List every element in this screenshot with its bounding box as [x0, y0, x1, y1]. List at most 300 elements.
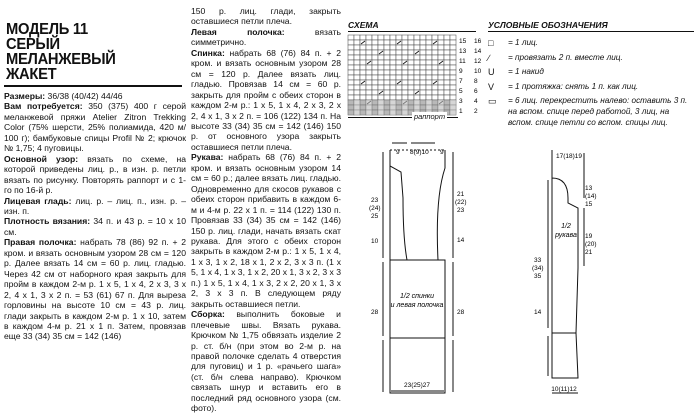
chart-cell	[432, 45, 438, 50]
row-number: 9	[459, 68, 463, 75]
dim-label: 9	[396, 149, 400, 156]
row-number: 15	[459, 38, 467, 45]
row-number: 7	[459, 78, 463, 85]
pattern-label: 1/2 рукава	[555, 223, 577, 239]
chart-cell	[348, 85, 354, 90]
chart-cell	[348, 80, 354, 85]
chart-grid	[348, 35, 456, 115]
chart-cell	[378, 40, 384, 45]
chart-cell	[408, 65, 414, 70]
chart-cell	[408, 70, 414, 75]
row-number: 10	[474, 68, 482, 75]
chart-cell	[438, 40, 444, 45]
chart-cell	[444, 55, 450, 60]
chart-cell	[384, 40, 390, 45]
chart-cell	[402, 70, 408, 75]
chart-cell	[414, 95, 420, 100]
paragraph-label: Спинка:	[191, 47, 225, 58]
paragraph-label: Левая полочка:	[191, 26, 285, 37]
chart-cell	[438, 90, 444, 95]
chart-cell	[438, 55, 444, 60]
legend-item	[488, 38, 694, 49]
paragraph-body: набрать 68 (76) 84 п. + 2 кром. и вязать основным узором 28 см = 120 р. Далее вязать лиц. гладью. Провязав 14 см = 60 р. закрыть для пройм с обеих сторон в каждом 2-м р.: 1 х 5, 1 х 4, 2 х 3, 2 х 2, 4 х 1, 3 х 2 п. = 106 (122) 134 п. На высоте 33 (34) 35 см = 142 (146) 150 р. от основного узора закрыть оставшиеся петли плеча.	[191, 47, 341, 152]
chart-cell	[384, 35, 390, 40]
paragraph-body: 36/38 (40/42) 44/46	[45, 91, 123, 101]
chart-cell	[354, 95, 360, 100]
chart-cell	[372, 75, 378, 80]
chart-cell	[414, 65, 420, 70]
chart-cell	[348, 75, 354, 80]
chart-cell	[402, 45, 408, 50]
title-line: ЖАКЕТ	[6, 66, 57, 83]
chart-cell	[360, 85, 366, 90]
dim-label: 23 (24) 25	[369, 197, 381, 220]
chart-cell	[414, 45, 420, 50]
chart-cell	[450, 70, 456, 75]
chart-cell	[420, 90, 426, 95]
chart-cell	[396, 55, 402, 60]
chart-cell	[360, 75, 366, 80]
chart-cell	[384, 65, 390, 70]
chart-cell	[360, 55, 366, 60]
chart-cell	[372, 50, 378, 55]
chart-cell	[438, 45, 444, 50]
dim-label: 13 (14) 15	[585, 185, 597, 208]
paragraph-label: Сборка:	[191, 309, 225, 320]
chart-cell	[426, 90, 432, 95]
chart-cell	[426, 75, 432, 80]
legend-text: = 1 накид	[508, 67, 544, 77]
chart-cell	[444, 95, 450, 100]
chart-cell	[402, 40, 408, 45]
chart-cell	[408, 40, 414, 45]
row-number: 14	[474, 48, 482, 55]
chart-cell	[384, 80, 390, 85]
chart-cell	[390, 45, 396, 50]
chart-cell	[354, 90, 360, 95]
chart-cell	[414, 80, 420, 85]
chart-cell	[396, 35, 402, 40]
dim-label: 21 (22) 23	[455, 191, 467, 214]
chart-cell	[378, 75, 384, 80]
chart-cell	[432, 55, 438, 60]
chart-cell	[414, 40, 420, 45]
chart-cell	[444, 75, 450, 80]
sleeve-pattern	[510, 138, 610, 400]
chart-cell	[450, 60, 456, 65]
dim-label: 10(11)12	[551, 386, 577, 393]
chart-cell	[438, 50, 444, 55]
chart-cell	[366, 45, 372, 50]
chart-cell	[420, 45, 426, 50]
chart-cell	[438, 80, 444, 85]
row-number: 2	[474, 108, 478, 115]
legend	[488, 38, 694, 128]
paragraph-label: Основной узор:	[4, 153, 79, 164]
chart-cell	[372, 55, 378, 60]
chart-cell	[396, 95, 402, 100]
chart-cell	[366, 75, 372, 80]
chart-cell	[366, 55, 372, 60]
dim-label: 9	[440, 149, 444, 156]
chart-cell	[444, 60, 450, 65]
chart-cell	[384, 55, 390, 60]
chart-cell	[444, 50, 450, 55]
paragraph-body: выполнить боковые и плечевые швы. Вязать рукава. Крючком № 1,75 обвязать изделие 2 р. ст. б/н (при этом во 2-м р. на правой полочке сделать 4 отверстия для пуговиц) и 1 р. «рачьего шага» (ст. б/н слева направо). Крючком связать шнур и вставить его в последний ряд основного узора (см. фото).	[191, 309, 341, 414]
chart-shade	[354, 100, 360, 115]
chart-cell	[390, 90, 396, 95]
chart-cell	[366, 85, 372, 90]
paragraph-body: 150 р. лиц. глади, закрыть оставшиеся петли плеча.	[191, 6, 341, 27]
chart-cell	[414, 85, 420, 90]
legend-text: = 1 протяжка: снять 1 п. как лиц.	[508, 81, 639, 91]
chart-shade	[402, 100, 408, 115]
chart-cell	[354, 65, 360, 70]
dim-label: 19 (20) 21	[585, 233, 597, 256]
k2tog-icon: ∕	[488, 52, 490, 63]
chart-cell	[360, 60, 366, 65]
chart-cell	[354, 85, 360, 90]
chart-cell	[438, 75, 444, 80]
legend-item	[488, 67, 694, 78]
chart-cell	[372, 95, 378, 100]
paragraph-label: Вам потребуется:	[4, 101, 83, 112]
chart-cell	[348, 45, 354, 50]
chart-cell	[396, 75, 402, 80]
chart-cell	[426, 80, 432, 85]
chart-cell	[348, 70, 354, 75]
chart-cell	[432, 65, 438, 70]
dim-label: 28	[371, 309, 379, 316]
paragraph-label: Размеры:	[4, 91, 46, 101]
chart-cell	[390, 80, 396, 85]
chart-cell	[366, 40, 372, 45]
row-number: 13	[459, 48, 467, 55]
legend-title: УСЛОВНЫЕ ОБОЗНАЧЕНИЯ	[488, 20, 608, 30]
chart-cell	[402, 75, 408, 80]
chart-cell	[390, 60, 396, 65]
legend-item	[488, 96, 694, 128]
chart-cell	[348, 95, 354, 100]
paragraph-label: Лицевая гладь:	[4, 195, 72, 206]
chart-cell	[444, 70, 450, 75]
chart-cell	[396, 60, 402, 65]
dim-label: 14	[534, 309, 542, 316]
chart-cell	[426, 65, 432, 70]
chart-cell	[390, 35, 396, 40]
chart-cell	[354, 60, 360, 65]
chart-cell	[420, 40, 426, 45]
chart-cell	[408, 55, 414, 60]
chart-cell	[420, 95, 426, 100]
chart-cell	[450, 35, 456, 40]
chart-cell	[420, 70, 426, 75]
chart-cell	[354, 35, 360, 40]
chart-cell	[426, 70, 432, 75]
chart-cell	[426, 55, 432, 60]
chart-cell	[432, 90, 438, 95]
rapport-label: раппорт	[414, 112, 446, 121]
paragraph-label: Рукава:	[191, 152, 224, 163]
paragraph-body: набрать 78 (86) 92 п. + 2 кром. и вязать основным узором 28 см = 120 р. Далее вязать 14 см = 60 р. лиц. гладью. Через 42 см от наборного края закрыть для пройм в каждом 2-м р. 1 х 5, 1 х 4, 2 х 3, 3 х 2, 4 х 1, 3 х 2 п. = 53 (61) 67 п. Для выреза горловины на высоте 10 см = 43 р. лиц. глади закрыть в каждом 2-м р. 1 х 10, затем в каждом 4-м р. 21 х 1 п. Затем, провязав еще 33 (34) 35 см = 142 (146)	[4, 237, 186, 342]
legend-divider	[488, 31, 694, 32]
chart-cell	[390, 65, 396, 70]
chart-cell	[348, 50, 354, 55]
chart-cell	[450, 40, 456, 45]
dim-label: 28	[457, 309, 465, 316]
chart-cell	[348, 40, 354, 45]
chart-cell	[372, 60, 378, 65]
paragraph	[4, 237, 186, 342]
chart-cell	[378, 85, 384, 90]
chart-cell	[408, 35, 414, 40]
text-column-2	[191, 6, 341, 414]
chart-cell	[450, 95, 456, 100]
chart-cell	[426, 85, 432, 90]
chart-cell	[366, 35, 372, 40]
pattern-label: 1/2 спинки и левая полочка	[390, 293, 444, 309]
dim-label: 33 (34) 35	[532, 257, 544, 280]
chart-cell	[360, 90, 366, 95]
paragraph-body: 350 (375) 400 г серой меланжевой пряжи Atelier Zitron Trekking Color (75% шерсти, 25% полиамида, 420 м/ 100 г); бамбуковые спицы Profil № 2; крючок № 1,75; 4 пуговицы.	[4, 101, 186, 154]
row-number: 16	[474, 38, 482, 45]
chart-cell	[438, 35, 444, 40]
paragraph	[4, 91, 186, 101]
chart-shade	[384, 100, 390, 115]
chart-cell	[348, 55, 354, 60]
chart-cell	[414, 60, 420, 65]
chart-cell	[354, 70, 360, 75]
row-number: 4	[474, 98, 478, 105]
chart-cell	[348, 60, 354, 65]
chart-cell	[372, 40, 378, 45]
chart-cell	[426, 35, 432, 40]
text-column-1	[4, 0, 186, 342]
chart-cell	[378, 45, 384, 50]
title-line: МЕЛАНЖЕВЫЙ	[6, 51, 116, 68]
chart-cell	[366, 80, 372, 85]
title-divider	[4, 85, 182, 87]
chart-shade	[360, 100, 366, 115]
chart-cell	[432, 95, 438, 100]
chart-cell	[354, 50, 360, 55]
chart-cell	[372, 35, 378, 40]
chart-cell	[444, 65, 450, 70]
chart-cell	[426, 50, 432, 55]
chart-cell	[360, 45, 366, 50]
chart-cell	[420, 75, 426, 80]
chart-cell	[366, 65, 372, 70]
chart-cell	[420, 35, 426, 40]
chart-cell	[402, 90, 408, 95]
chart-cell	[372, 90, 378, 95]
paragraph	[4, 216, 186, 237]
chart-cell	[366, 90, 372, 95]
chart-cell	[360, 95, 366, 100]
title-line: МОДЕЛЬ 11	[6, 21, 88, 38]
chart-cell	[414, 70, 420, 75]
chart-cell	[396, 70, 402, 75]
chart-cell	[408, 60, 414, 65]
paragraph	[4, 101, 186, 153]
chart-cell	[384, 75, 390, 80]
chart-cell	[390, 70, 396, 75]
chart-shade	[378, 100, 384, 115]
chart-cell	[384, 60, 390, 65]
chart-cell	[414, 75, 420, 80]
chart-cell	[390, 50, 396, 55]
chart-cell	[432, 35, 438, 40]
chart-cell	[408, 85, 414, 90]
chart-cell	[444, 80, 450, 85]
chart-cell	[420, 60, 426, 65]
chart-cell	[372, 80, 378, 85]
row-number: 5	[459, 88, 463, 95]
chart-cell	[408, 80, 414, 85]
cable-icon: ▭	[488, 96, 497, 107]
chart-cell	[396, 85, 402, 90]
chart-cell	[438, 85, 444, 90]
knitting-chart	[340, 32, 486, 117]
chart-cell	[372, 65, 378, 70]
chart-cell	[450, 85, 456, 90]
chart-cell	[402, 85, 408, 90]
chart-cell	[432, 85, 438, 90]
row-number: 1	[459, 108, 463, 115]
chart-cell	[420, 80, 426, 85]
chart-cell	[444, 45, 450, 50]
chart-cell	[450, 55, 456, 60]
paragraph	[191, 152, 341, 309]
chart-cell	[360, 35, 366, 40]
dim-label: 14	[457, 237, 465, 244]
chart-cell	[450, 45, 456, 50]
chart-cell	[426, 40, 432, 45]
chart-cell	[384, 95, 390, 100]
chart-shade	[372, 100, 378, 115]
chart-cell	[408, 95, 414, 100]
chart-cell	[450, 50, 456, 55]
chart-shade	[450, 100, 456, 115]
chart-cell	[402, 80, 408, 85]
yarn-over-icon: U	[488, 67, 495, 78]
chart-cell	[408, 50, 414, 55]
chart-cell	[432, 75, 438, 80]
paragraph	[191, 48, 341, 153]
knit-stitch-icon: □	[488, 38, 494, 48]
chart-cell	[444, 90, 450, 95]
chart-cell	[366, 70, 372, 75]
chart-cell	[348, 35, 354, 40]
chart-cell	[408, 45, 414, 50]
chart-cell	[402, 65, 408, 70]
chart-cell	[378, 60, 384, 65]
paragraph	[191, 6, 341, 27]
chart-cell	[420, 50, 426, 55]
chart-cell	[396, 65, 402, 70]
chart-cell	[390, 40, 396, 45]
chart-cell	[390, 95, 396, 100]
paragraph-body: набрать 68 (76) 84 п. + 2 кром. и вязать основным узором 14 см = 60 р.; далее вязать лиц. гладью. Одновременно для скосов рукавов с обеих сторон прибавить в каждом 6-м и 4-м р. 22 х 1 п. = 114 (122) 130 п. Провязав 33 (34) 35 см = 142 (146) 150 р. лиц. глади, начать вязать скат рукава. Для этого с обеих сторон закрыть в каждом 2-м р.: 1 х 5, 1 х 4, 1 х 3, 1 х 2, 18 х 1, 2 х 2, 3 х 3 п. (1 х 5, 1 х 4, 1 х 3, 1 х 2, 20 х 1, 3 х 2, 3 х 3 п.) 1 х 5, 1 х 4, 1 х 3, 2 х 2, 20 х 1, 3 х 2, 3 х 3 п. В следующем ряду закрыть оставшиеся петли.	[191, 152, 341, 309]
chart-cell	[432, 50, 438, 55]
paragraph-label: Плотность вязания:	[4, 216, 91, 227]
paragraph-body: лиц. р. – лиц. п., изн. р. – изн. п.	[4, 195, 186, 216]
chart-cell	[366, 50, 372, 55]
chart-cell	[384, 70, 390, 75]
instructions-text-1	[4, 91, 186, 342]
paragraph-body: вязать по схеме, на которой приведены лиц. р., в изн. р. петли вязать по рисунку. Повторять раппорт и с 1-го по 16-й р.	[4, 153, 186, 196]
chart-cell	[408, 75, 414, 80]
chart-shade	[366, 100, 372, 115]
chart-cell	[426, 95, 432, 100]
chart-cell	[354, 40, 360, 45]
chart-cell	[438, 95, 444, 100]
chart-cell	[420, 55, 426, 60]
chart-cell	[450, 75, 456, 80]
chart-cell	[402, 95, 408, 100]
chart-cell	[354, 45, 360, 50]
row-number: 11	[459, 58, 466, 65]
chart-cell	[354, 80, 360, 85]
title-line: СЕРЫЙ	[6, 36, 60, 53]
chart-cell	[372, 70, 378, 75]
paragraph-body: вязать симметрично.	[191, 26, 341, 48]
model-title	[6, 22, 177, 82]
chart-shade	[348, 100, 354, 115]
chart-cell	[384, 50, 390, 55]
legend-item	[488, 53, 694, 64]
chart-cell	[378, 55, 384, 60]
chart-cell	[372, 85, 378, 90]
chart-cell	[360, 50, 366, 55]
dim-label: 23(25)27	[403, 382, 431, 389]
chart-cell	[348, 90, 354, 95]
chart-cell	[450, 90, 456, 95]
chart-cell	[396, 45, 402, 50]
chart-cell	[354, 75, 360, 80]
legend-text: = провязать 2 п. вместе лиц.	[508, 52, 623, 62]
chart-cell	[450, 80, 456, 85]
chart-cell	[420, 85, 426, 90]
chart-cell	[390, 75, 396, 80]
paragraph	[191, 309, 341, 414]
legend-text: = 1 лиц.	[508, 38, 539, 47]
chart-cell	[438, 70, 444, 75]
paragraph-label: Правая полочка:	[4, 237, 77, 248]
paragraph	[4, 196, 186, 217]
chart-cell	[378, 65, 384, 70]
chart-cell	[402, 35, 408, 40]
chart-cell	[426, 60, 432, 65]
instructions-text-2	[191, 6, 341, 414]
chart-cell	[444, 85, 450, 90]
chart-cell	[444, 35, 450, 40]
dim-label: 17(18)19	[556, 153, 583, 160]
chart-cell	[444, 40, 450, 45]
chart-cell	[354, 55, 360, 60]
chart-cell	[348, 65, 354, 70]
chart-cell	[384, 85, 390, 90]
chart-cell	[360, 70, 366, 75]
slip-stitch-icon: V	[488, 81, 495, 92]
chart-cell	[450, 65, 456, 70]
chart-cell	[420, 65, 426, 70]
chart-cell	[396, 90, 402, 95]
chart-cell	[372, 45, 378, 50]
dim-label: 8(9)10	[410, 149, 429, 156]
chart-cell	[378, 95, 384, 100]
chart-cell	[432, 60, 438, 65]
